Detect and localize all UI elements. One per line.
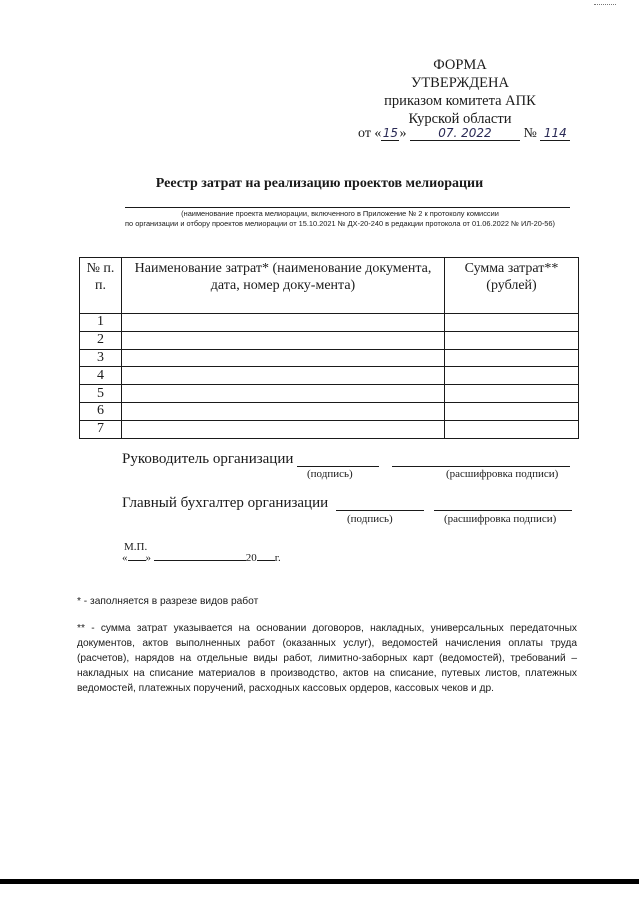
date-prefix: от « [358, 126, 382, 141]
row-number: 6 [80, 402, 122, 420]
date-mid: » [399, 126, 407, 141]
approval-date-line [358, 126, 570, 142]
row-number: 4 [80, 367, 122, 385]
table-row [80, 367, 579, 385]
head-decoding-caption: (расшифровка подписи) [446, 468, 559, 480]
document-title: Реестр затрат на реализацию проектов мелиорации [155, 176, 484, 191]
header-number [80, 258, 122, 314]
row-number: 3 [80, 349, 122, 367]
scan-artifact-mark [594, 4, 616, 5]
row-cost-name [122, 349, 445, 367]
table-header-row [80, 258, 579, 314]
head-signature-line [297, 466, 379, 467]
form-label: ФОРМА [433, 57, 487, 73]
head-of-organization-label: Руководитель организации [122, 451, 294, 467]
chief-accountant-label: Главный бухгалтер организации [122, 495, 329, 511]
row-cost-name [122, 402, 445, 420]
date-open-quote: « [122, 552, 128, 564]
footnote-2: ** - сумма затрат указывается на основании договоров, накладных, универсальных передаточных документов, актов выполненных работ (оказанных услуг), ведомостей начисления оплаты труда (расчетов), нарядов на отдельные виды работ, лимитно-заборных карт (ведомостей), требований – накладных на списание материалов в производство, актов на списание, путевых листов, платежных ведомостей, платежных поручений, расходных кассовых ордеров, кассовых чеков и др. [77, 623, 577, 694]
header-cost-sum [445, 258, 579, 314]
row-cost-sum [445, 385, 579, 403]
footnote-1: * - заполняется в разрезе видов работ [77, 596, 259, 607]
table-row [80, 402, 579, 420]
row-number: 2 [80, 331, 122, 349]
approval-day: 15 [382, 126, 399, 140]
costs-table [79, 257, 579, 439]
head-signature-caption: (подпись) [307, 468, 353, 480]
accountant-signature-line [336, 510, 424, 511]
table-row [80, 420, 579, 438]
project-caption-line-2: по организации и отбору проектов мелиорации от 15.10.2021 № ДХ-20-240 в редакции протокола от 01.06.2022 № ИЛ-20-56) [125, 219, 555, 228]
approval-month-year: 07. 2022 [410, 126, 520, 141]
row-number: 7 [80, 420, 122, 438]
table-row [80, 314, 579, 332]
row-cost-name [122, 331, 445, 349]
project-caption-line-1: (наименование проекта мелиорации, включенного в Приложение № 2 к протоколу комиссии [181, 209, 499, 218]
table-row [80, 385, 579, 403]
approval-block [330, 56, 590, 128]
row-cost-sum [445, 367, 579, 385]
project-name-line [125, 207, 570, 208]
scan-bottom-border [0, 879, 639, 884]
row-cost-sum [445, 402, 579, 420]
order-label: приказом комитета АПК [384, 93, 536, 109]
row-cost-sum [445, 349, 579, 367]
approved-label: УТВЕРЖДЕНА [411, 75, 509, 91]
accountant-signature-caption: (подпись) [347, 513, 393, 525]
signature-date-row [122, 552, 281, 564]
row-cost-sum [445, 331, 579, 349]
row-number: 5 [80, 385, 122, 403]
row-cost-name [122, 420, 445, 438]
table-row [80, 331, 579, 349]
region-label: Курской области [408, 111, 512, 127]
row-cost-name [122, 385, 445, 403]
row-cost-sum [445, 420, 579, 438]
head-decoding-line [392, 466, 570, 467]
header-number-text: № п. п. [86, 261, 115, 293]
number-label: № [523, 126, 537, 141]
date-month-blank [154, 560, 246, 561]
approval-number: 114 [540, 126, 570, 141]
header-cost-sum-text: Сумма затрат** (рублей) [464, 261, 559, 293]
stamp-label: М.П. [124, 541, 148, 553]
year-suffix: г. [274, 552, 281, 564]
date-year-blank [257, 560, 275, 561]
row-number: 1 [80, 314, 122, 332]
row-cost-name [122, 367, 445, 385]
header-cost-name [122, 258, 445, 314]
table-row [80, 349, 579, 367]
date-day-blank [128, 560, 146, 561]
date-close-quote: » [145, 552, 151, 564]
row-cost-name [122, 314, 445, 332]
year-prefix: 20 [245, 552, 257, 564]
accountant-decoding-line [434, 510, 572, 511]
header-cost-name-text: Наименование затрат* (наименование документа, дата, номер доку-мента) [134, 261, 432, 293]
accountant-decoding-caption: (расшифровка подписи) [444, 513, 557, 525]
row-cost-sum [445, 314, 579, 332]
